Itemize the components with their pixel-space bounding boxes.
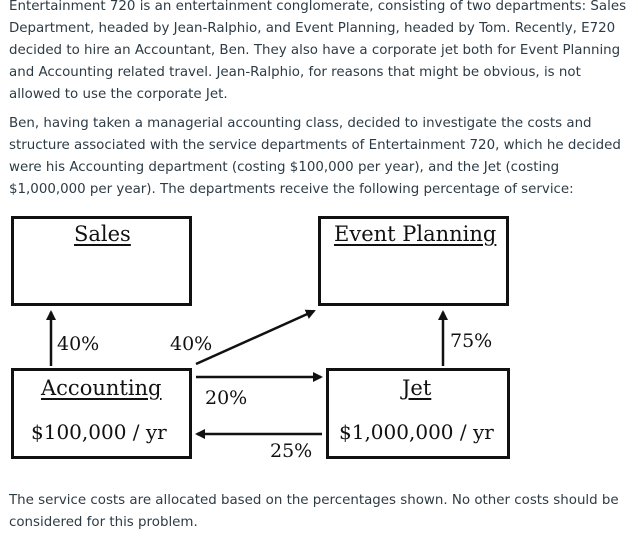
jet-cost: $1,000,000 / yr <box>339 420 494 444</box>
label-accounting-to-sales: 40% <box>57 333 100 355</box>
arrow-accounting-to-event <box>196 311 314 364</box>
sales-title: Sales <box>74 222 131 246</box>
label-accounting-to-event: 40% <box>170 333 213 355</box>
closing-paragraph: The service costs are allocated based on the percentages shown. No other costs should be considered for this problem. <box>9 493 619 530</box>
label-jet-to-event: 75% <box>450 330 493 352</box>
event-planning-title: Event Planning <box>334 222 497 246</box>
label-accounting-to-jet: 20% <box>205 387 248 409</box>
accounting-title: Accounting <box>41 376 162 400</box>
accounting-cost: $100,000 / yr <box>31 420 167 444</box>
jet-title: Jet <box>402 376 432 400</box>
service-paragraph: Ben, having taken a managerial accounting class, decided to investigate the costs and structure associated with the service departments of Entertainment 720, which he decided were his Accounting department (costing $100,000 per year), and the Jet (costing $1,000,000 per year). The departments receive the following percentage of service: <box>9 116 621 197</box>
label-jet-to-accounting: 25% <box>270 440 313 462</box>
intro-paragraph: Entertainment 720 is an entertainment conglomerate, consisting of two departments: Sales Department, headed by Jean-Ralphio, and Event Planning, headed by Tom. Recently, E720 decided to hire an Accountant, Ben. They also have a corporate jet both for Event Planning and Accounting related travel. Jean-Ralphio, for reasons that might be obvious, is not allowed to use the corporate Jet. <box>9 0 627 102</box>
